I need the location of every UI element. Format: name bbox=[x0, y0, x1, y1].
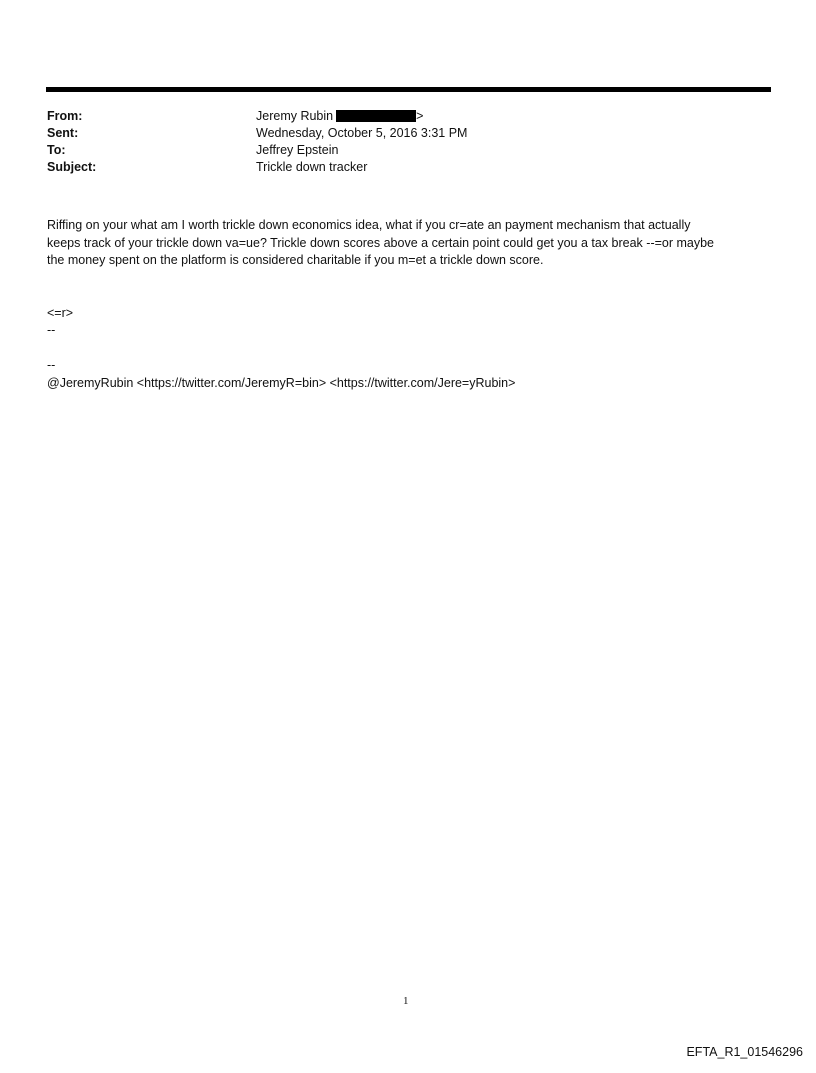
subject-label: Subject: bbox=[47, 160, 97, 174]
body-line: Riffing on your what am I worth trickle down economics idea, what if you cr=ate an payment mechanism that actually bbox=[47, 218, 691, 232]
document-id: EFTA_R1_01546296 bbox=[686, 1045, 803, 1059]
page-number: 1 bbox=[403, 995, 409, 1007]
sig-mark: <=r> bbox=[47, 305, 74, 320]
to-label: To: bbox=[47, 143, 66, 157]
body-line: keeps track of your trickle down va=ue? Trickle down scores above a certain point could get you a tax break --=or maybe bbox=[47, 235, 715, 250]
sent-label: Sent: bbox=[47, 126, 79, 140]
signature: @JeremyRubin <https://twitter.com/JeremyR=bin> <https://twitter.com/Jere=yRubin> bbox=[47, 375, 516, 390]
from-label: From: bbox=[47, 109, 83, 123]
from-value: Jeremy Rubin bbox=[256, 109, 334, 123]
separator: -- bbox=[47, 358, 56, 372]
body-line: the money spent on the platform is considered charitable if you m=et a trickle down score. bbox=[47, 253, 544, 267]
sent-value: Wednesday, October 5, 2016 3:31 PM bbox=[256, 126, 468, 140]
redaction-box bbox=[336, 110, 416, 122]
to-value: Jeffrey Epstein bbox=[256, 143, 339, 157]
from-suffix: > bbox=[416, 109, 424, 123]
email-body bbox=[47, 217, 777, 392]
subject-value: Trickle down tracker bbox=[256, 160, 368, 174]
separator: -- bbox=[47, 323, 56, 337]
header-divider bbox=[46, 87, 771, 92]
